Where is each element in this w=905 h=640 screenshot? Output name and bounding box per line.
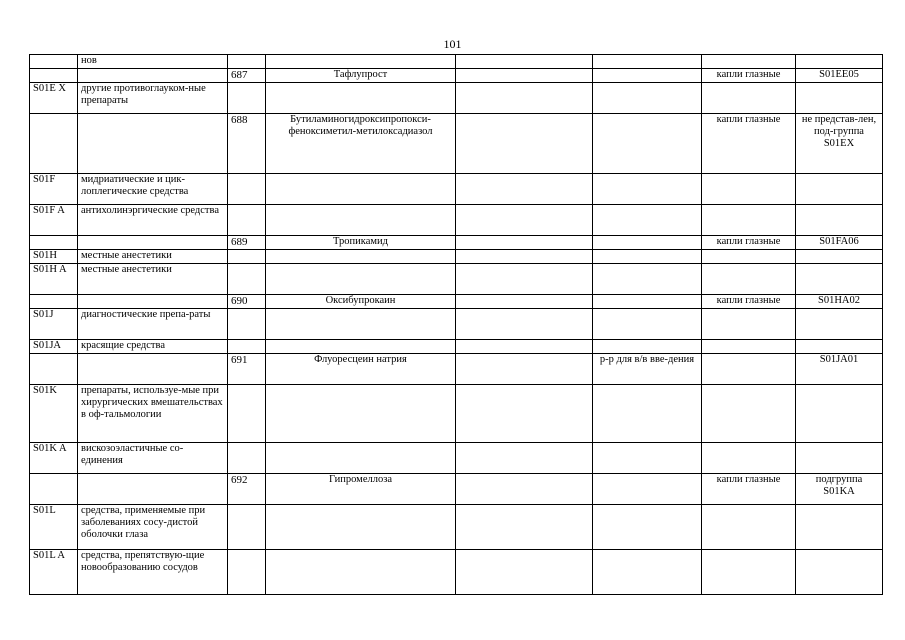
empty-cell: [456, 385, 593, 443]
item-number-cell: 692: [228, 474, 266, 505]
dosage-form-cell-a: [593, 340, 702, 354]
dosage-form-cell: капли глазные: [702, 69, 796, 83]
table-row: [30, 236, 883, 250]
drug-name-cell: [266, 205, 456, 236]
dosage-form-cell: [702, 550, 796, 595]
dosage-form-cell-a: [593, 264, 702, 295]
drug-name-cell: [266, 250, 456, 264]
dosage-form-cell-a: [593, 83, 702, 114]
atc-subgroup-cell: [796, 385, 883, 443]
atc-subgroup-cell: [796, 309, 883, 340]
dosage-form-cell: [702, 264, 796, 295]
drug-name-cell: Гипромеллоза: [266, 474, 456, 505]
dosage-form-cell: [702, 83, 796, 114]
dosage-form-cell-a: [593, 474, 702, 505]
atc-code-cell: [30, 474, 78, 505]
group-name-cell: вискозоэластичные со-единения: [78, 443, 228, 474]
dosage-form-cell: капли глазные: [702, 295, 796, 309]
atc-subgroup-cell: [796, 55, 883, 69]
group-name-cell: [78, 295, 228, 309]
drug-name-cell: [266, 309, 456, 340]
item-number-cell: [228, 205, 266, 236]
empty-cell: [456, 309, 593, 340]
atc-subgroup-cell: [796, 550, 883, 595]
empty-cell: [456, 55, 593, 69]
atc-subgroup-cell: [796, 83, 883, 114]
drug-name-cell: [266, 443, 456, 474]
item-number-cell: 687: [228, 69, 266, 83]
empty-cell: [456, 250, 593, 264]
empty-cell: [456, 295, 593, 309]
group-name-cell: нов: [78, 55, 228, 69]
table-row: [30, 250, 883, 264]
empty-cell: [456, 443, 593, 474]
item-number-cell: [228, 385, 266, 443]
atc-code-cell: S01F: [30, 174, 78, 205]
dosage-form-cell-a: [593, 250, 702, 264]
table-row: [30, 205, 883, 236]
atc-code-cell: S01L A: [30, 550, 78, 595]
atc-code-cell: [30, 55, 78, 69]
table-row: [30, 264, 883, 295]
group-name-cell: средства, препятствую-щие новообразованию сосудов: [78, 550, 228, 595]
dosage-form-cell: капли глазные: [702, 474, 796, 505]
atc-code-cell: [30, 236, 78, 250]
table-row: [30, 474, 883, 505]
group-name-cell: [78, 236, 228, 250]
table-row: [30, 114, 883, 174]
drug-name-cell: [266, 83, 456, 114]
item-number-cell: [228, 309, 266, 340]
dosage-form-cell: капли глазные: [702, 236, 796, 250]
table-row: [30, 55, 883, 69]
atc-subgroup-cell: подгруппа S01KA: [796, 474, 883, 505]
empty-cell: [456, 264, 593, 295]
drug-name-cell: Оксибупрокаин: [266, 295, 456, 309]
table-row: [30, 295, 883, 309]
atc-code-cell: [30, 69, 78, 83]
drug-table: [29, 54, 883, 595]
dosage-form-cell: капли глазные: [702, 114, 796, 174]
dosage-form-cell-a: [593, 295, 702, 309]
dosage-form-cell-a: [593, 385, 702, 443]
drug-name-cell: Бутиламиногидроксипропокси-феноксиметил-метилоксадиазол: [266, 114, 456, 174]
group-name-cell: препараты, используе-мые при хирургических вмешательствах в оф-тальмологии: [78, 385, 228, 443]
atc-subgroup-cell: [796, 505, 883, 550]
table-row: [30, 69, 883, 83]
dosage-form-cell-a: [593, 309, 702, 340]
table-row: [30, 354, 883, 385]
empty-cell: [456, 174, 593, 205]
group-name-cell: диагностические препа-раты: [78, 309, 228, 340]
group-name-cell: мидриатические и цик-лоплегические средства: [78, 174, 228, 205]
empty-cell: [456, 114, 593, 174]
item-number-cell: [228, 340, 266, 354]
table-row: [30, 443, 883, 474]
dosage-form-cell-a: р-р для в/в вве-дения: [593, 354, 702, 385]
table-row: [30, 174, 883, 205]
dosage-form-cell-a: [593, 55, 702, 69]
atc-code-cell: [30, 114, 78, 174]
atc-code-cell: S01J: [30, 309, 78, 340]
atc-code-cell: S01JA: [30, 340, 78, 354]
empty-cell: [456, 205, 593, 236]
item-number-cell: [228, 55, 266, 69]
table-row: [30, 505, 883, 550]
empty-cell: [456, 550, 593, 595]
item-number-cell: [228, 550, 266, 595]
atc-subgroup-cell: [796, 264, 883, 295]
item-number-cell: [228, 250, 266, 264]
drug-name-cell: Флуоресцеин натрия: [266, 354, 456, 385]
empty-cell: [456, 83, 593, 114]
atc-subgroup-cell: [796, 174, 883, 205]
group-name-cell: местные анестетики: [78, 264, 228, 295]
item-number-cell: [228, 83, 266, 114]
dosage-form-cell-a: [593, 236, 702, 250]
empty-cell: [456, 474, 593, 505]
atc-subgroup-cell: S01JA01: [796, 354, 883, 385]
dosage-form-cell-a: [593, 505, 702, 550]
drug-name-cell: [266, 550, 456, 595]
atc-subgroup-cell: [796, 443, 883, 474]
group-name-cell: средства, применяемые при заболеваниях сосу-дистой оболочки глаза: [78, 505, 228, 550]
atc-subgroup-cell: S01FA06: [796, 236, 883, 250]
group-name-cell: местные анестетики: [78, 250, 228, 264]
dosage-form-cell: [702, 505, 796, 550]
dosage-form-cell-a: [593, 205, 702, 236]
item-number-cell: [228, 174, 266, 205]
atc-code-cell: S01F A: [30, 205, 78, 236]
atc-code-cell: S01H A: [30, 264, 78, 295]
atc-code-cell: [30, 354, 78, 385]
page-number: 101: [443, 37, 462, 51]
item-number-cell: 691: [228, 354, 266, 385]
dosage-form-cell: [702, 354, 796, 385]
group-name-cell: другие противоглауком-ные препараты: [78, 83, 228, 114]
item-number-cell: 690: [228, 295, 266, 309]
atc-code-cell: S01K A: [30, 443, 78, 474]
table-row: [30, 385, 883, 443]
atc-code-cell: S01H: [30, 250, 78, 264]
item-number-cell: [228, 505, 266, 550]
atc-code-cell: S01L: [30, 505, 78, 550]
atc-code-cell: S01K: [30, 385, 78, 443]
empty-cell: [456, 340, 593, 354]
dosage-form-cell: [702, 205, 796, 236]
group-name-cell: [78, 354, 228, 385]
dosage-form-cell-a: [593, 69, 702, 83]
table-row: [30, 340, 883, 354]
table-row: [30, 309, 883, 340]
dosage-form-cell: [702, 340, 796, 354]
group-name-cell: красящие средства: [78, 340, 228, 354]
drug-name-cell: [266, 55, 456, 69]
drug-name-cell: Тропикамид: [266, 236, 456, 250]
dosage-form-cell: [702, 309, 796, 340]
item-number-cell: 689: [228, 236, 266, 250]
drug-name-cell: [266, 340, 456, 354]
group-name-cell: антихолинэргические средства: [78, 205, 228, 236]
empty-cell: [456, 69, 593, 83]
atc-subgroup-cell: [796, 250, 883, 264]
atc-code-cell: S01E X: [30, 83, 78, 114]
item-number-cell: 688: [228, 114, 266, 174]
dosage-form-cell: [702, 55, 796, 69]
atc-subgroup-cell: [796, 340, 883, 354]
empty-cell: [456, 236, 593, 250]
table-row: [30, 83, 883, 114]
group-name-cell: [78, 474, 228, 505]
atc-subgroup-cell: S01HA02: [796, 295, 883, 309]
item-number-cell: [228, 264, 266, 295]
dosage-form-cell-a: [593, 443, 702, 474]
drug-name-cell: [266, 505, 456, 550]
atc-subgroup-cell: [796, 205, 883, 236]
item-number-cell: [228, 443, 266, 474]
table-row: [30, 550, 883, 595]
atc-subgroup-cell: S01EE05: [796, 69, 883, 83]
drug-name-cell: [266, 264, 456, 295]
atc-code-cell: [30, 295, 78, 309]
dosage-form-cell-a: [593, 174, 702, 205]
dosage-form-cell: [702, 174, 796, 205]
dosage-form-cell: [702, 443, 796, 474]
dosage-form-cell: [702, 250, 796, 264]
drug-name-cell: Тафлупрост: [266, 69, 456, 83]
drug-name-cell: [266, 174, 456, 205]
dosage-form-cell-a: [593, 114, 702, 174]
empty-cell: [456, 354, 593, 385]
atc-subgroup-cell: не представ-лен, под-группа S01EX: [796, 114, 883, 174]
drug-name-cell: [266, 385, 456, 443]
dosage-form-cell-a: [593, 550, 702, 595]
dosage-form-cell: [702, 385, 796, 443]
empty-cell: [456, 505, 593, 550]
group-name-cell: [78, 114, 228, 174]
group-name-cell: [78, 69, 228, 83]
